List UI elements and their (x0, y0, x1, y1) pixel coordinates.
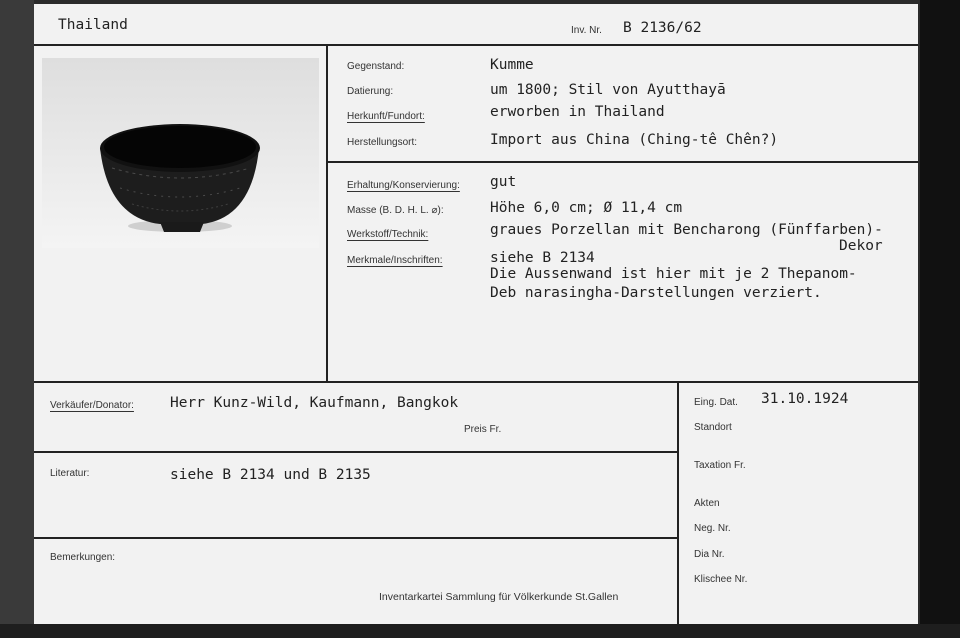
erhaltung-label: Erhaltung/Konservierung: (347, 180, 460, 191)
literatur-divider (34, 537, 677, 539)
region-title: Thailand (58, 17, 128, 33)
main-divider (34, 381, 918, 383)
taxation-label: Taxation Fr. (694, 460, 746, 471)
masse-value: Höhe 6,0 cm; Ø 11,4 cm (490, 200, 683, 216)
datierung-value: um 1800; Stil von Ayutthayā (490, 82, 726, 98)
herstellungsort-value: Import aus China (Ching-tê Chên?) (490, 132, 779, 148)
footer-text: Inventarkartei Sammlung für Völkerkunde St.Gallen (379, 591, 619, 603)
merkmale-label: Merkmale/Inschriften: (347, 255, 443, 266)
background-left (0, 0, 34, 638)
preis-label: Preis Fr. (464, 424, 502, 435)
werkstoff-value-line2: Dekor (839, 238, 883, 254)
inventory-card (34, 4, 918, 624)
literatur-value: siehe B 2134 und B 2135 (170, 467, 371, 483)
object-divider (326, 161, 918, 163)
header-divider (34, 44, 918, 46)
masse-label: Masse (B. D. H. L. ⌀): (347, 205, 444, 216)
literatur-label: Literatur: (50, 468, 90, 479)
herkunft-label: Herkunft/Fundort: (347, 111, 425, 122)
klischee-nr-label: Klischee Nr. (694, 574, 748, 585)
gegenstand-label: Gegenstand: (347, 61, 405, 72)
bemerkungen-label: Bemerkungen: (50, 552, 116, 563)
eing-dat-label: Eing. Dat. (694, 397, 738, 408)
dia-nr-label: Dia Nr. (694, 549, 725, 560)
bowl-image (42, 58, 319, 248)
seller-value: Herr Kunz-Wild, Kaufmann, Bangkok (170, 395, 459, 411)
merkmale-value-line3: Deb narasingha-Darstellungen verziert. (490, 285, 822, 301)
background-bottom (0, 624, 960, 638)
datierung-label: Datierung: (347, 86, 394, 97)
object-photo (42, 58, 319, 248)
background-right (920, 0, 960, 638)
top-vertical-divider (326, 44, 328, 383)
standort-label: Standort (694, 422, 732, 433)
werkstoff-value-line1: graues Porzellan mit Bencharong (Fünffarben)- (490, 222, 883, 238)
erhaltung-value: gut (490, 174, 517, 190)
eing-dat-value: 31.10.1924 (761, 391, 849, 407)
gegenstand-value: Kumme (490, 57, 534, 73)
seller-label: Verkäufer/Donator: (50, 400, 134, 411)
right-column-divider (677, 381, 679, 624)
merkmale-value-line1: siehe B 2134 (490, 250, 595, 266)
inv-nr-value: B 2136/62 (623, 20, 702, 36)
merkmale-value-line2: Die Aussenwand ist hier mit je 2 Thepanom- (490, 266, 857, 282)
herstellungsort-label: Herstellungsort: (347, 137, 418, 148)
werkstoff-label: Werkstoff/Technik: (347, 229, 429, 240)
inv-nr-label: Inv. Nr. (571, 25, 602, 36)
akten-label: Akten (694, 498, 720, 509)
neg-nr-label: Neg. Nr. (694, 523, 731, 534)
seller-divider (34, 451, 677, 453)
herkunft-value: erworben in Thailand (490, 104, 665, 120)
